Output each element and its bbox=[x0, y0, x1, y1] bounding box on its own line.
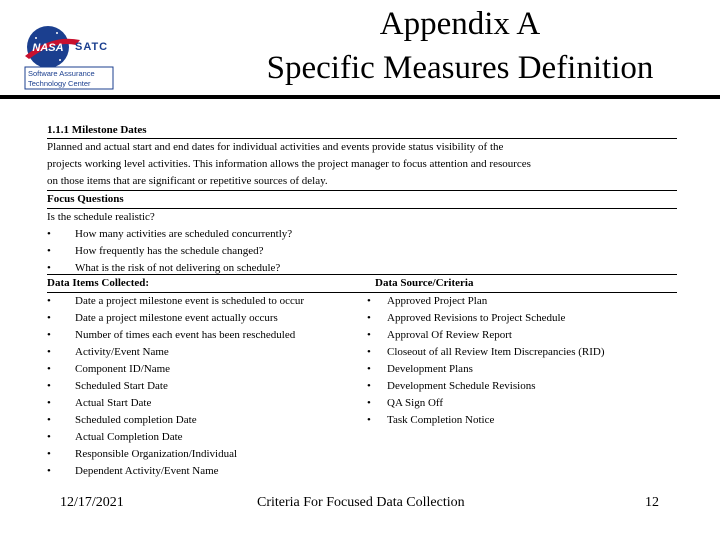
data-items-label: Data Items Collected: bbox=[47, 277, 150, 289]
data-source: Closeout of all Review Item Discrepancies (RID) bbox=[387, 346, 605, 358]
focus-intro: Is the schedule realistic? bbox=[47, 211, 155, 223]
bullet: • bbox=[47, 245, 51, 257]
bullet: • bbox=[47, 329, 51, 341]
focus-question: What is the risk of not delivering on schedule? bbox=[75, 262, 281, 274]
svg-text:SATC: SATC bbox=[75, 41, 109, 53]
nasa-meatball-icon bbox=[22, 20, 118, 92]
data-source: Approved Project Plan bbox=[387, 295, 488, 307]
svg-text:NASA: NASA bbox=[32, 42, 64, 54]
bullet: • bbox=[47, 262, 51, 274]
bullet: • bbox=[47, 448, 51, 460]
bullet: • bbox=[367, 397, 371, 409]
bullet: • bbox=[47, 363, 51, 375]
data-item: Scheduled Start Date bbox=[75, 380, 168, 392]
data-source: Approval Of Review Report bbox=[387, 329, 512, 341]
footer-date: 12/17/2021 bbox=[60, 495, 124, 510]
data-item: Date a project milestone event is scheduled to occur bbox=[75, 295, 305, 307]
bullet: • bbox=[367, 312, 371, 324]
bullet: • bbox=[367, 346, 371, 358]
bullet: • bbox=[367, 380, 371, 392]
data-item: Actual Completion Date bbox=[75, 431, 183, 443]
description-line: projects working level activities. This information allows the project manager to focus attention and resources bbox=[47, 158, 531, 170]
bullet: • bbox=[47, 228, 51, 240]
page-number: 12 bbox=[645, 495, 659, 510]
bullet: • bbox=[367, 329, 371, 341]
bullet: • bbox=[367, 295, 371, 307]
data-source: Development Plans bbox=[387, 363, 473, 375]
bullet: • bbox=[47, 431, 51, 443]
bullet: • bbox=[47, 397, 51, 409]
data-source: QA Sign Off bbox=[387, 397, 444, 409]
footer-title: Criteria For Focused Data Collection bbox=[257, 495, 465, 510]
bullet: • bbox=[47, 414, 51, 426]
description-line: on those items that are significant or repetitive sources of delay. bbox=[47, 175, 328, 187]
data-item: Activity/Event Name bbox=[75, 346, 169, 358]
bullet: • bbox=[47, 312, 51, 324]
table-rule bbox=[47, 190, 677, 191]
bullet: • bbox=[47, 465, 51, 477]
bullet: • bbox=[367, 414, 371, 426]
bullet: • bbox=[47, 380, 51, 392]
slide-title-line2: Specific Measures Definition bbox=[266, 50, 654, 86]
bullet: • bbox=[47, 346, 51, 358]
header-divider bbox=[0, 95, 720, 99]
focus-question: How frequently has the schedule changed? bbox=[75, 245, 264, 257]
satc-logo bbox=[22, 20, 118, 92]
data-item: Date a project milestone event actually occurs bbox=[75, 312, 278, 324]
data-item: Dependent Activity/Event Name bbox=[75, 465, 219, 477]
bullet: • bbox=[367, 363, 371, 375]
data-source: Task Completion Notice bbox=[387, 414, 495, 426]
section-heading: 1.1.1 Milestone Dates bbox=[47, 124, 147, 136]
focus-questions-label: Focus Questions bbox=[47, 193, 124, 205]
data-item: Actual Start Date bbox=[75, 397, 152, 409]
data-item: Scheduled completion Date bbox=[75, 414, 197, 426]
data-item: Number of times each event has been rescheduled bbox=[75, 329, 296, 341]
slide-title-line1: Appendix A bbox=[379, 6, 541, 42]
data-source-label: Data Source/Criteria bbox=[375, 277, 474, 289]
description-line: Planned and actual start and end dates for individual activities and events provide status visibility of the bbox=[47, 141, 504, 153]
data-item: Component ID/Name bbox=[75, 363, 171, 375]
bullet: • bbox=[47, 295, 51, 307]
data-source: Development Schedule Revisions bbox=[387, 380, 536, 392]
svg-text:Technology Center: Technology Center bbox=[28, 79, 91, 88]
data-item: Responsible Organization/Individual bbox=[75, 448, 238, 460]
svg-text:Software Assurance: Software Assurance bbox=[28, 69, 95, 78]
data-source: Approved Revisions to Project Schedule bbox=[387, 312, 566, 324]
focus-question: How many activities are scheduled concurrently? bbox=[75, 228, 293, 240]
